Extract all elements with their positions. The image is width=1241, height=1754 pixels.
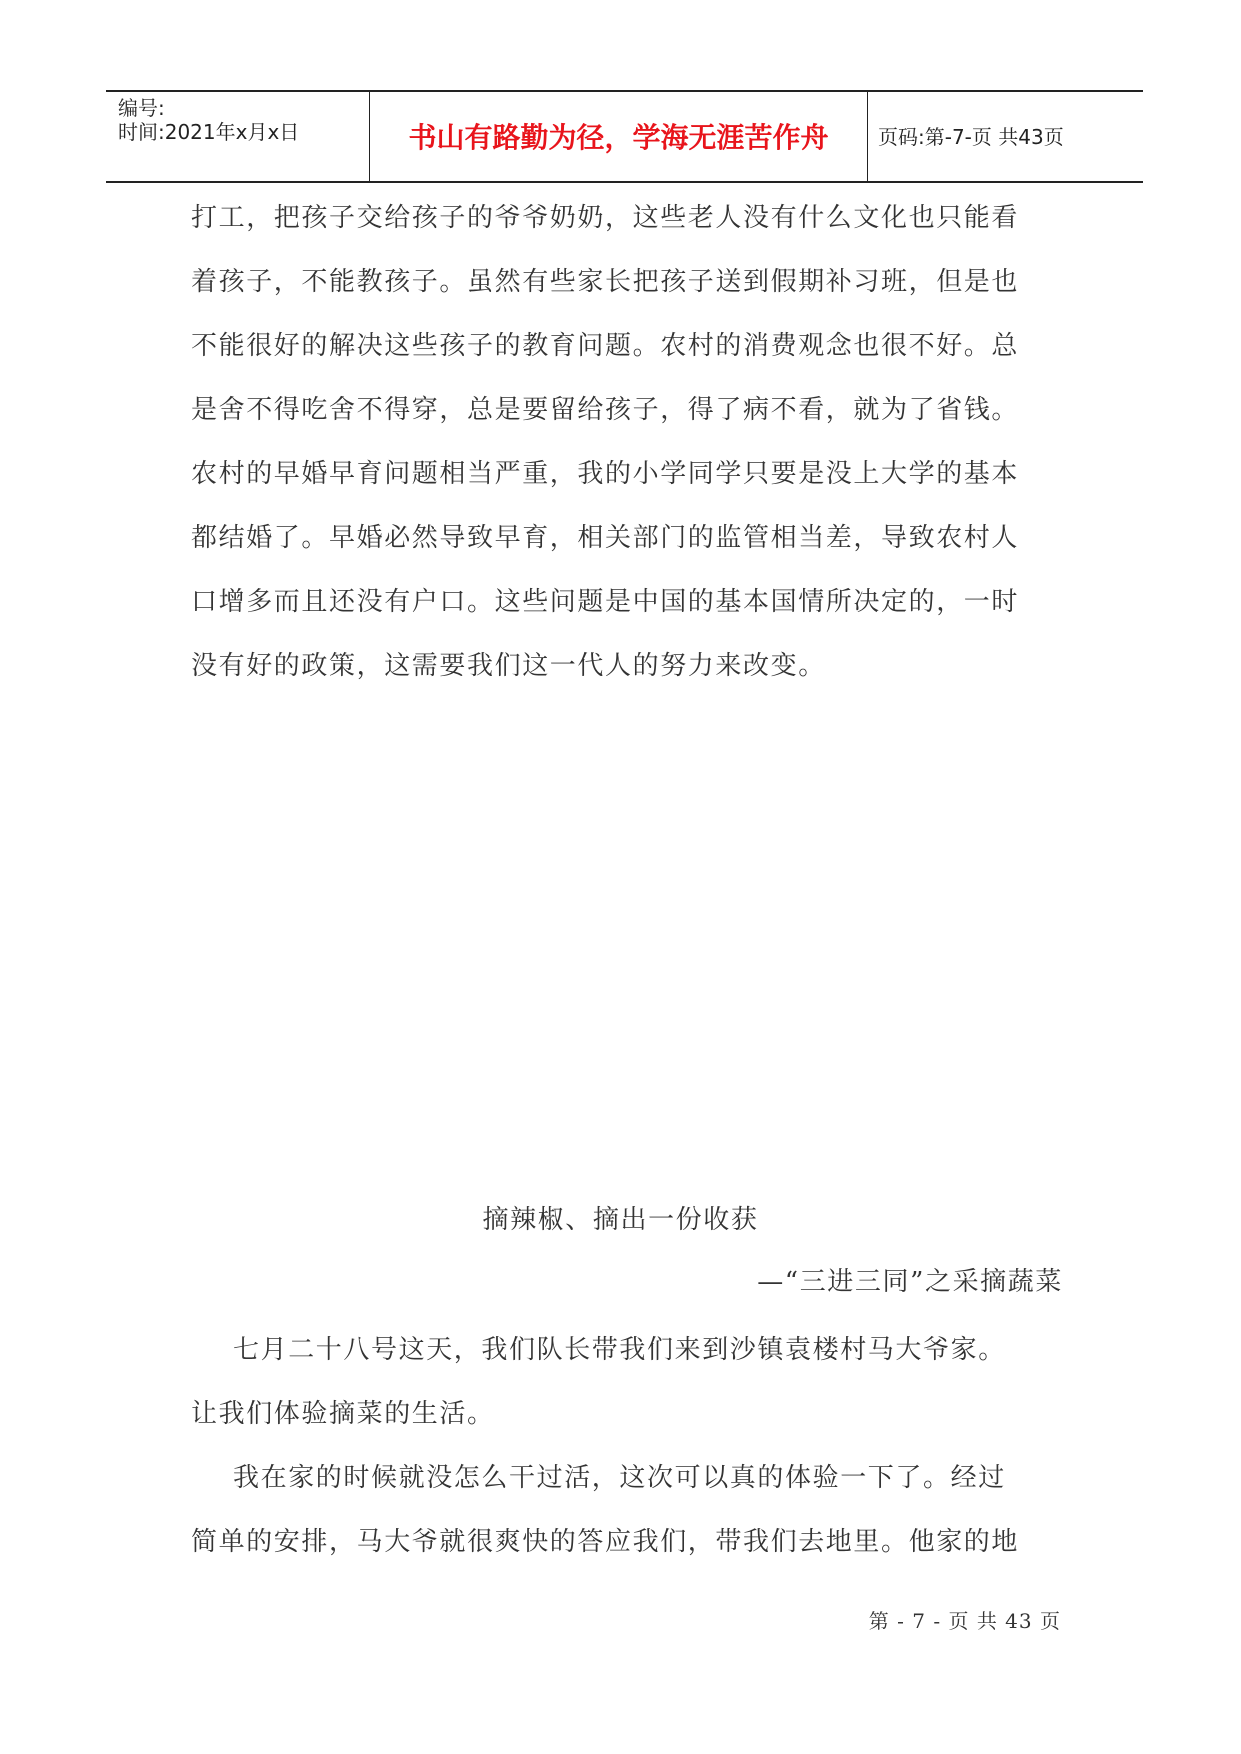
body-line: 都结婚了。早婚必然导致早育，相关部门的监管相当差，导致农村人 — [191, 523, 1020, 553]
article-body — [191, 1318, 1063, 1574]
serial-label: 编号: — [118, 96, 165, 120]
header-page-cell — [868, 92, 1143, 181]
body-line: 是舍不得吃舍不得穿，总是要留给孩子，得了病不看，就为了省钱。 — [191, 395, 1020, 425]
body-line: 着孩子，不能教孩子。虽然有些家长把孩子送到假期补习班，但是也 — [191, 267, 1020, 297]
article-line: 让我们体验摘菜的生活。 — [191, 1399, 495, 1429]
body-line: 没有好的政策，这需要我们这一代人的努力来改变。 — [191, 651, 826, 681]
header-info-cell — [106, 92, 370, 181]
body-line: 打工，把孩子交给孩子的爷爷奶奶，这些老人没有什么文化也只能看 — [191, 203, 1020, 233]
body-line: 不能很好的解决这些孩子的教育问题。农村的消费观念也很不好。总 — [191, 331, 1020, 361]
header-motto-cell — [370, 92, 868, 181]
body-line: 口增多而且还没有户口。这些问题是中国的基本国情所决定的，一时 — [191, 587, 1020, 617]
article-line: 简单的安排，马大爷就很爽快的答应我们，带我们去地里。他家的地 — [191, 1527, 1020, 1557]
body-paragraph — [191, 186, 1063, 698]
body-line: 农村的早婚早育问题相当严重，我的小学同学只要是没上大学的基本 — [191, 459, 1020, 489]
page-footer: 第 - 7 - 页 共 43 页 — [868, 1609, 1061, 1633]
article-line: 我在家的时候就没怎么干过活，这次可以真的体验一下了。经过 — [233, 1463, 1006, 1493]
motto: 书山有路勤为径，学海无涯苦作舟 — [408, 121, 829, 154]
article-subtitle: —“三进三同”之采摘蔬菜 — [757, 1267, 1063, 1297]
article-title: 摘辣椒、摘出一份收获 — [482, 1205, 759, 1235]
page-header — [106, 90, 1143, 183]
header-page-label: 页码:第-7-页 共43页 — [878, 125, 1064, 149]
article-line: 七月二十八号这天，我们队长带我们来到沙镇袁楼村马大爷家。 — [233, 1335, 1006, 1365]
time-label: 时间:2021年x月x日 — [118, 120, 300, 144]
